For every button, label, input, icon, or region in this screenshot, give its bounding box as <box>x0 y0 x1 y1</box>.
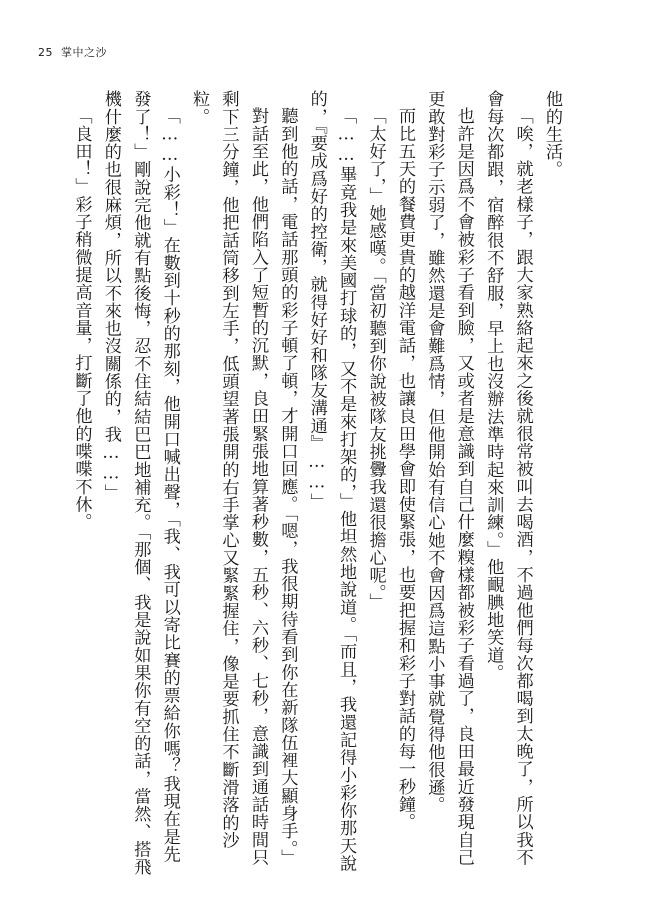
paragraph: 也許是因爲不會被彩子看到臉，又或者是意識到自己什麼糗樣都被彩子看過了，良田最近發現自己更敢對彩子示弱了，雖然還是會難爲情，但他開始有信心她不會因爲這點小事就覺得他很遜。 <box>424 90 474 867</box>
vertical-body-text <box>71 90 566 880</box>
paragraph: 「唉，就老樣子，跟大家熟絡起來之後就很常被叫去喝酒，不過他們每次都喝到太晚了，所以我不會每次都跟，宿醉很不舒服，早上也沒辦法準時起來訓練。」他靦腆地笑道。 <box>483 90 533 867</box>
paragraph: 「太好了，」她感嘆。「當初聽到你說被隊友挑釁我還很擔心呢。」 <box>365 107 386 611</box>
paragraph: 而比五天的餐費更貴的越洋電話，也讓良田學會即使緊張，也要把握和彩子對話的每一秒鐘。 <box>394 107 415 831</box>
paragraph: 「……畢竟我是來美國打球的，又不是來打架的，」他坦然地說道。「而且，我還記得小彩你那天說的，『要成爲好的控衛，就得好好和隊友溝通』……」 <box>306 90 357 873</box>
paragraph: 「良田！」彩子稍微提高音量，打斷了他的喋喋不休。 <box>71 107 92 531</box>
book-title: 掌中之沙 <box>61 46 107 59</box>
paragraph: 「……小彩！」在數到十秒的那刻，他開口喊出聲，「我、我可以寄比賽的票給你嗎？我現在是先發了！」剛說完他就有點後悔，忍不住結結巴巴地補充。「那個、我是說如果你有空的話，當然、搭飛機什麼的也很麻煩，所以不來也沒關係的，我……」 <box>100 90 180 876</box>
paragraph: 他的生活。 <box>542 90 562 179</box>
paragraph: 對話至此，他們陷入了短暫的沉默，良田緊張地算著秒數，五秒、六秒、七秒，意識到通話時間只剩下三分鐘，他把話筒移到左手，低頭望著張開的右手掌心又緊緊握住，像是要抓住不斷滑落的沙粒。 <box>189 90 268 867</box>
paragraph: 聽到他的話，電話那頭的彩子頓了頓，才開口回應。「嗯，我很期待看到你在新隊伍裡大顯身手。」 <box>277 107 298 867</box>
page-number: 25 <box>38 46 53 59</box>
running-header <box>38 44 107 60</box>
